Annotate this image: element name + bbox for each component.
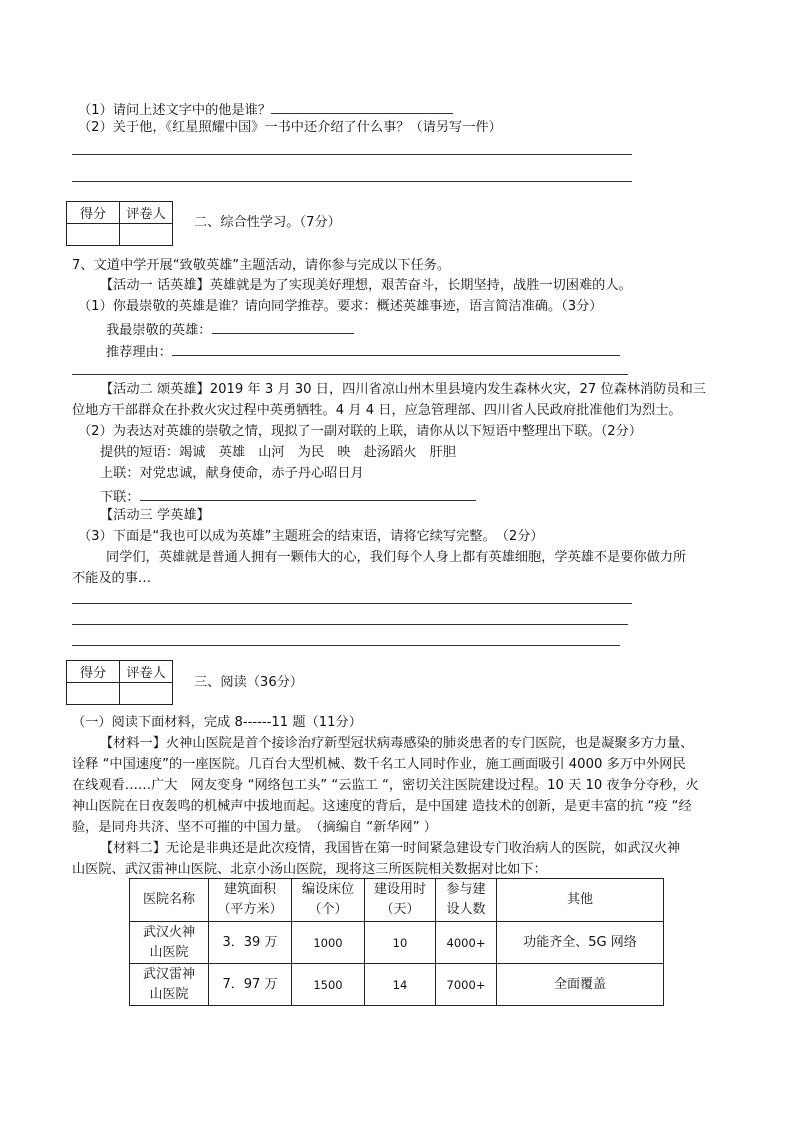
- cell-days: 10: [365, 922, 436, 964]
- score-header: 得分: [67, 202, 120, 224]
- cell-area: 3．39 万: [209, 922, 292, 964]
- question-1: （1）请问上述文字中的他是谁？: [78, 98, 453, 121]
- cell-hospital-name: 武汉雷神 山医院: [130, 964, 209, 1006]
- cell-other: 全面覆盖: [497, 964, 664, 1006]
- reason-blank[interactable]: [172, 340, 620, 356]
- cell-beds: 1000: [292, 922, 365, 964]
- table-row: [130, 922, 664, 964]
- grader-header: 评卷人: [120, 202, 173, 224]
- activity-1: 【活动一 话英雄】英雄就是为了实现美好理想，艰苦奋斗，长期坚持，战胜一切困难的人。: [100, 278, 632, 293]
- upper-couplet: 上联：对党忠诚，献身使命，赤子丹心昭日月: [100, 466, 364, 481]
- activity-2-line-2: 位地方干部群众在扑救火灾过程中英勇牺牲。4 月 4 日，应急管理部、四川省人民政府批准他们为烈士。: [72, 403, 682, 418]
- score-cell[interactable]: [67, 224, 120, 246]
- reason-field: 推荐理由：: [106, 340, 620, 363]
- material-1-line: 【材料一】火神山医院是首个接诊治疗新型冠状病毒感染的肺炎患者的专门医院，也是凝聚多方力量、: [100, 736, 694, 751]
- header-days: 建设用时 （天）: [365, 879, 436, 922]
- material-1-line: 神山医院在日夜轰鸣的机械声中拔地而起。这速度的背后，是中国建 造技术的创新，是更丰富的抗 “疫 “经: [72, 799, 692, 814]
- score-cell[interactable]: [67, 683, 120, 705]
- section-2-title: 二、综合性学习。（7分）: [194, 215, 341, 230]
- material-2-line: 【材料二】无论是非典还是此次疫情，我国皆在第一时间紧急建设专门收治病人的医院，如武汉火神: [100, 841, 681, 856]
- answer-line[interactable]: [72, 603, 632, 604]
- score-header: 得分: [67, 661, 120, 683]
- cell-area: 7．97 万: [209, 964, 292, 1006]
- cell-hospital-name: 武汉火神 山医院: [130, 922, 209, 964]
- answer-line[interactable]: [72, 154, 632, 155]
- phrases: 提供的短语：竭诚 英雄 山河 为民 映 赴汤蹈火 肝胆: [100, 445, 457, 460]
- closing-line-2: 不能及的事…: [72, 571, 152, 586]
- cell-other: 功能齐全、5G 网络: [497, 922, 664, 964]
- hero-field: 我最崇敬的英雄：: [106, 318, 354, 341]
- answer-line[interactable]: [72, 624, 628, 625]
- header-hospital-name: 医院名称: [130, 879, 209, 922]
- header-area: 建筑面积 （平方米）: [209, 879, 292, 922]
- activity-3: 【活动三 学英雄】: [100, 508, 210, 523]
- cell-workers: 4000+: [436, 922, 497, 964]
- table-row: [130, 964, 664, 1006]
- lower-couplet-blank[interactable]: [140, 485, 476, 501]
- material-1-line: 诠释 “中国速度”的一座医院。几百台大型机械、数千名工人同时作业，施工画面吸引 4000 多万中外网民: [72, 757, 686, 772]
- material-2-line: 山医院、武汉雷神山医院、北京小汤山医院，现将这三所医院相关数据对比如下：: [72, 862, 547, 877]
- answer-line[interactable]: [72, 181, 632, 182]
- sub-question-2: （2）为表达对英雄的崇敬之情，现拟了一副对联的上联，请你从以下短语中整理出下联。（2分）: [78, 424, 643, 439]
- score-box: [66, 201, 173, 246]
- answer-line[interactable]: [72, 374, 628, 375]
- cell-workers: 7000+: [436, 964, 497, 1006]
- header-other: 其他: [497, 879, 664, 922]
- grader-header: 评卷人: [120, 661, 173, 683]
- material-1-line: 在线观看……广大 网友变身 “网络包工头” “云监工 “，密切关注医院建设过程。10 天 10 夜争分夺秒，火: [72, 778, 699, 793]
- sub-question-3: （3）下面是“我也可以成为英雄”主题班会的结束语，请将它续写完整。 （2分）: [78, 529, 544, 544]
- score-box: [66, 660, 173, 705]
- reading-part-1: （一）阅读下面材料，完成 8------11 题（11分）: [72, 715, 362, 730]
- lower-couplet-field: 下联：: [100, 485, 476, 508]
- activity-2-line-1: 【活动二 颂英雄】2019 年 3 月 30 日，四川省凉山州木里县境内发生森林火灾，27 位森林消防员和三: [100, 382, 706, 397]
- grader-cell[interactable]: [120, 683, 173, 705]
- sub-question-1: （1）你最崇敬的英雄是谁？请向同学推荐。要求：概述英雄事迹，语言简洁准确。（3分）: [78, 299, 603, 314]
- header-beds: 编设床位 （个）: [292, 879, 365, 922]
- answer-line[interactable]: [72, 645, 620, 646]
- material-1-line: 验，是同舟共济、坚不可摧的中国力量。 （摘编自 “新华网” ）: [72, 820, 437, 835]
- section-3-title: 三、阅读（36分）: [194, 675, 304, 690]
- table-header-row: [130, 879, 664, 922]
- question-2: （2）关于他，《红星照耀中国》一书中还介绍了什么事？（请另写一件）: [78, 120, 502, 135]
- question-7: 7、文道中学开展“致敬英雄”主题活动，请你参与完成以下任务。: [72, 258, 451, 273]
- grader-cell[interactable]: [120, 224, 173, 246]
- closing-line-1: 同学们，英雄就是普通人拥有一颗伟大的心，我们每个人身上都有英雄细胞，学英雄不是要你做力所: [106, 550, 687, 565]
- header-workers: 参与建 设人数: [436, 879, 497, 922]
- cell-days: 14: [365, 964, 436, 1006]
- cell-beds: 1500: [292, 964, 365, 1006]
- hospital-comparison-table: [129, 878, 664, 1006]
- hero-blank[interactable]: [212, 318, 354, 334]
- answer-blank-1[interactable]: [271, 98, 453, 114]
